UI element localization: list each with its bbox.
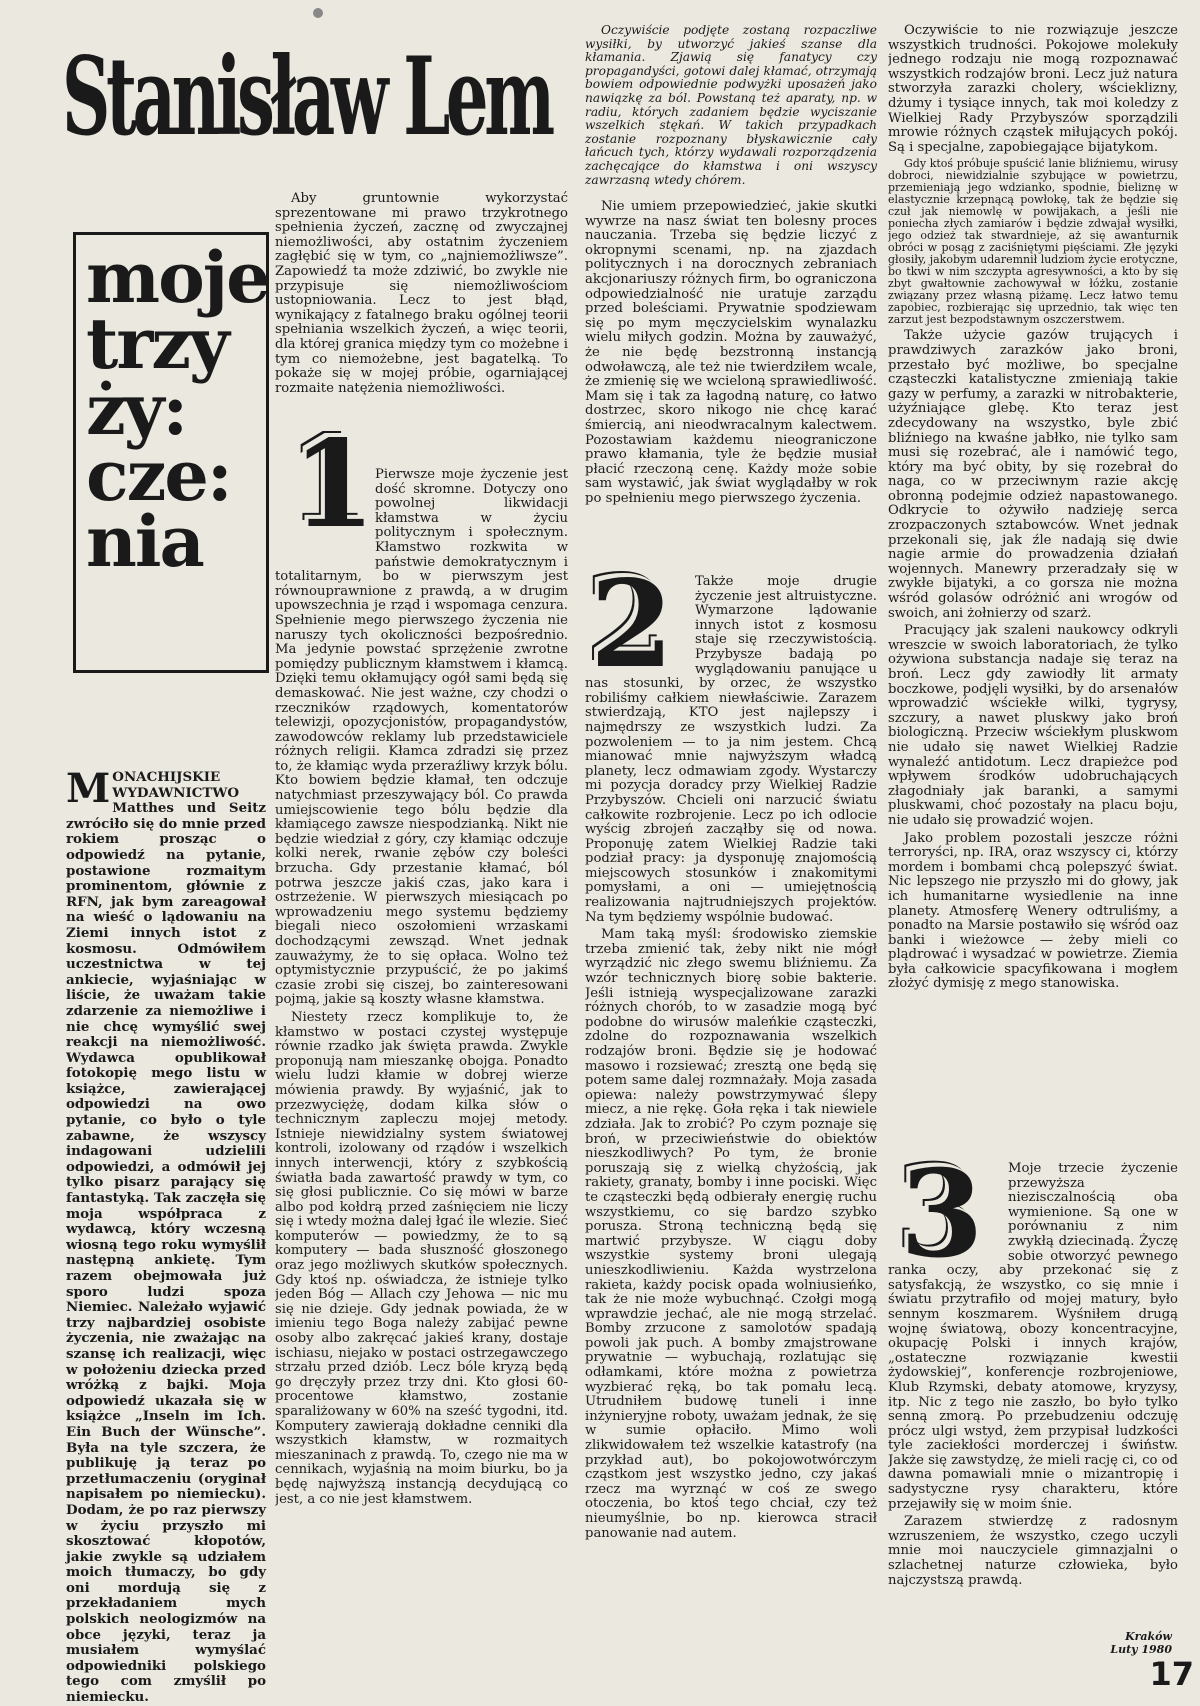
paragraph: Także użycie gazów trujących i prawdziwych zarazków jako broni, przestało być możliwe, bo specjalne cząsteczki katalistyczne zmieniają takie gazy w perfumy, a zarazki w nitrobakterie, użyźniające glebę. Kto teraz jest zdecydowany na wszystko, byle zbić bliźniego na kwaśne jabłko, nie tylko sam musi się rozebrać, ale i namówić tego, który ma być obity, by się rozebrał do naga, co w przeciwnym razie akcję obronną podejmie odzież napastowanego. Odkrycie to ożywiło nadzieję serca zrozpaczonych sztabowców. Wnet jednak przekonali się, jak źle nadają się dwie nagie armie do prowadzenia działań wojennych. Manewry przeradzały się w zwykłe bijatyki, a co gorsza nie można wśród golasów odróżnić ani wrogów od swoich, ani żołnierzy od szarż. [888, 328, 1178, 621]
third-wish-paragraph: Moje trzecie życzenie przewyższa niezisczalnością oba wymienione. Są one w porównaniu z nim zwykłą dziecinadą. Życzę sobie otworzyć pewnego ranka oczy, aby przekonać się z satysfakcją, że wszystko, co się mnie i światu przytrafiło od mojej matury, było sennym koszmarem. Wyśniłem drugą wojnę światową, obozy koncentracyjne, okupację Polski i innych krajów, „ostateczne rozwiązanie kwestii żydowskiej”, konferencje rozbrojeniowe, Klub Rzymski, debaty atomowe, kryzysy, itp. Nic z tego nie zaszło, bo było tylko senną zmorą. Po przebudzeniu odczuję prócz ulgi wstyd, żem przypisał ludzkości tyle zaciekłości morderczej i świństw. Jakże się zawstydzę, że mieli rację ci, co od dawna pomawiali mnie o mizantropię i sadystyczne rysy charakteru, które przejawiły się w moim śnie. [888, 1162, 1178, 1512]
subtitle-line: trzy [86, 302, 228, 385]
subtitle [86, 236, 269, 583]
intro-paragraph: Aby gruntownie wykorzystać sprezentowane mi prawo trzykrotnego spełnienia życzeń, zacznę od zwyczajnej niemożliwości, aby ostatnim życzeniem zagłębić się w tym, co „najniemożliwsze”. Zapowiedź ta może zdziwić, bo zwykle nie przypisuje się niemożliwościom ustopniowania. Lecz to jest błąd, wynikający z fatalnego braku ogólnej teorii spełniania wszelkich życzeń, a więc teorii, dla której granica między tym co możebne i tym co niemożebne, jest bagatelką. To pokaże się w mojej próbie, ogarniającej rozmaite natężenia niemożliwości. [275, 191, 568, 396]
numeral-three: 3 [900, 1144, 984, 1285]
paragraph: Niestety rzecz komplikuje to, że kłamstwo w postaci czystej występuje równie rzadko jak święta prawda. Zwykle proponują nam mieszankę obojga. Ponadto wielu ludzi kłamie w dobrej wierze mówienia prawdy. By wyjaśnić, jak to przezwyciężę, dodam kilka słów o technicznym zapleczu mojej metody. Istnieje niewidzialny system światowej kontroli, izolowany od rządów i wszelkich innych interwencji, który z szybkością światła bada zawartość prawdy w tym, co się głosi publicznie. Co się mówi w barze albo pod kołdrą przed zaśnięciem nie liczy się i wtedy można dalej łgać ile wlezie. Sieć komputerów — powiedzmy, że to są komputery — bada słuszność głoszonego oraz jego możliwych skutków społecznych. Gdy ktoś np. oświadcza, że istnieje tylko jeden Bóg — Allach czy Jehowa — nic mu się nie dzieje. Gdy jednak powiada, że w imieniu tego Boga należy zabijać pewne osoby albo zakręcać jakieś krany, dostaje ischiasu, niejako w postaci ostrzegawczego strzału przed dziób. Lecz bóle kryzą będą go dręczyły przez trzy dni. Kto głosi 60-procentowe kłamstwo, zostanie sparaliżowany w 60% na sześć tygodni, itd. Komputery zawierają dokładne cenniki dla wszystkich kłamstw, w rozmaitych mieszaninach z prawdą. To, czego nie ma w cennikach, wyjaśnią na moim biurku, bo ja będę najwyższą instancją decydującą co jest, a co nie jest kłamstwem. [275, 1009, 568, 1507]
dateline-city: Kraków [1125, 1630, 1172, 1643]
paragraph: Oczywiście podjęte zostaną rozpaczliwe wysiłki, by utworzyć jakieś szanse dla kłamania. Zjawią się fanatycy czy propagandyści, gotowi dalej kłamać, otrzymają bowiem odpowiednie podwyżki uposażeń jako nawiązkę za ból. Powstaną też aparaty, np. w radiu, których zadaniem będzie wyciszanie wszelkich stękań. W takich przypadkach zostanie rozpoznany błyskawicznie cały łańcuch tych, którzy wydawali rozporządzenia zachęcające do kłamstwa i oni wszyscy zawrzasną wtedy chórem. [585, 23, 877, 187]
sidebar-text: ONACHIJSKIE WYDAWNICTWO Matthes und Seitz zwróciło się do mnie przed rokiem prosząc o odpowiedź na pytanie, postawione rozmaitym prominentom, głównie z RFN, jak bym zareagował na wieść o lądowaniu na Ziemi innych istot z kosmosu. Odmówiłem uczestnictwa w tej ankiecie, wyjaśniając w liście, że uważam takie zdarzenie za niemożliwe i nie chcę wymyślić swej reakcji na niemożliwość. Wydawca opublikował fotokopię mego listu w książce, zawierającej odpowiedzi na owo pytanie, co było o tyle zabawne, że wszyscy indagowani udzielili odpowiedzi, a odmówił jej tylko pisarz parający się fantastyką. Tak zaczęła się moja współpraca z wydawcą, który wczesną wiosną tego roku wymyślił następną ankietę. Tym razem obejmowała już sporo ludzi spoza Niemiec. Należało wyjawić trzy najbardziej osobiste życzenia, nie zważając na szansę ich realizacji, więc w położeniu dziecka przed wróżką z bajki. Moja odpowiedź ukazała się w książce „Inseln im Ich. Ein Buch der Wünsche”. Była na tyle szczera, że publikuję ją teraz po przetłumaczeniu (oryginał napisałem po niemiecku). Dodam, że po raz pierwszy w życiu przyszło mi skosztować kłopotów, jakie zwykle są udziałem moich tłumaczy, bo gdy oni mordują się z przekładaniem mych polskich neologizmów na obce języki, teraz ja musiałem wymyślać odpowiedniki polskiego tego com zmyślił po niemiecku. [66, 769, 266, 1706]
column-three [585, 575, 877, 1685]
paragraph: Jako problem pozostali jeszcze różni terroryści, np. IRA, oraz wszyscy ci, którzy mordem i bombami chcą polepszyć świat. Nic lepszego nie przyszło mi do głowy, jak ich humanitarne wysiedlenie na inne planety. Atmosferę Wenery odtruliśmy, a ponadto na Marsie postawiło się wśród oaz banki i wieżowce — żeby mieli co plądrować i wysadzać w powietrze. Ziemia była całkowicie spacyfikowana i mogłem złożyć dymisję z mego stanowiska. [888, 830, 1178, 992]
numeral-two: 2 [590, 554, 674, 695]
page-number: 17 [1149, 1655, 1194, 1693]
column-two [275, 468, 568, 1688]
author-title: Stanisław Lem [62, 34, 551, 160]
numeral-one: 1 [292, 414, 376, 555]
second-wish-paragraph: Także moje drugie życzenie jest altruistyczne. Wymarzone lądowanie innych istot z kosmosu staje się rzeczywistością. Przybysze badają po wyglądowaniu panujące u nas stosunki, by orzec, że wszystko robiliśmy całkiem niewłaściwie. Zarazem stwierdzają, KTO jest najlepszy i najmędrszy ze wszystkich ludzi. Za pozwoleniem — to ja nim jestem. Chcą mianować mnie najwyższym władcą planety, lecz odmawiam zgody. Wystarczy mi pozycja doradcy przy Wielkiej Radzie Przybyszów. Chcieli oni narzucić światu całkowite rozbrojenie. Lecz po ich odlocie wyścig zbrojeń zacząłby się od nowa. Proponuję zatem Wielkiej Radzie taki podział pracy: ja dysponuję znajomością miejscowych stosunków i znakomitymi pomysłami, a oni — umiejętnością realizowania najtrudniejszych projektów. Na tym będziemy wspólnie budować. [585, 575, 877, 925]
sidebar-intro [66, 765, 266, 1706]
small-paragraph: Gdy ktoś próbuje spuścić lanie bliźniemu, wirusy dobroci, niewidzialnie szybujące w powietrzu, przemieniają jego wdzianko, spodnie, bieliznę w elastycznie krzepnącą powłokę, tak że będzie się czuł jak niemowlę w powijakach, a jeśli nie poniecha złych zamiarów i będzie zdwajał wysiłki, jego odzież tak stwardnieje, aż się awanturnik obróci w posąg z zaciśniętymi pięściami. Złe języki głosiły, jakobym udaremnił ludziom życie erotyczne, bo tkwi w nim szczypta agresywności, a kto by się zbyt gwałtownie zachowywał w łóżku, zostanie związany przez własną piżamę. Lecz łatwo temu zapobiec, rozbierając się uprzednio, tak więc ten zarzut jest bezpodstawnym oszczerstwem. [888, 157, 1178, 327]
paragraph: Zarazem stwierdzę z radosnym wzruszeniem, że wszystko, czego uczyli mnie moi nauczyciele gimnazjalni o szlachetnej naturze człowieka, było najczystszą prawdą. [888, 1514, 1178, 1588]
drop-cap: M [66, 765, 111, 812]
paragraph: Nie umiem przepowiedzieć, jakie skutki wywrze na nasz świat ten bolesny proces nauczania. Trzeba się będzie liczyć z okropnymi scenami, np. na zjazdach politycznych i na dorocznych zebraniach akcjonariuszy różnych firm, bo ograniczona odpowiedzialność nie uratuje zarządu przed boleściami. Prywatnie spodziewam się po mym męczycielskim wynalazku wielu miłych godzin. Można by zauważyć, że nie będę bezstronną instancją odwoławczą, ale też nie twierdziłem wcale, że zmienię się we wcieloną sprawiedliwość. Mam się i tak za łagodną naturę, co łatwo dostrzec, skoro nikogo nie chcę karać śmiercią, ani nieodwracalnym kalectwem. Pozostawiam każdemu nieograniczone prawo kłamania, tyle że będzie musiał płacić rzeczoną cenę. Każdy może sobie sam wystawić, jak świat wyglądałby w rok po spełnieniu mego pierwszego życzenia. [585, 200, 877, 506]
column-four-bottom [888, 1144, 1178, 1632]
paragraph: Pracujący jak szaleni naukowcy odkryli wreszcie w swoich laboratoriach, że tylko ożywiona substancja nadaje się teraz na broń. Lecz gdy zawiodły lit armaty boczkowe, podjęli wysiłki, by do arsenałów wprowadzić wściekłe wilki, tygrysy, szczury, a nawet pluskwy jako broń biologiczną. Przeciw wściekłym pluskwom nie udało się nawet Wielkiej Radzie wynaleźć antidotum. Lecz drapieżce pod wpływem środków udobruchających złagodniały jak baranki, a samymi pluskwami, choć pozostały na placu boju, nie udało się prowadzić wojen. [888, 623, 1178, 828]
intro-column [275, 192, 568, 396]
subtitle-line: cze: [86, 434, 231, 517]
column-four [888, 24, 1178, 1154]
subtitle-line: ży: [86, 368, 187, 451]
paragraph: Mam taką myśl: środowisko ziemskie trzeba zmienić tak, żeby nikt nie mógł wyrządzić nic złego swemu bliźniemu. Za wzór technicznych biorę sobie bakterie. Jeśli istnieją wyspecjalizowane zarazki różnych chorób, to w zasadzie mogą być podobne do wirusów maleńkie cząsteczki, zdolne do rozpoznawania wszelkich rodzajów broni. Będzie się je hodować masowo i rozsiewać; zresztą one będą się potem same dalej rozmnażały. Moja zasada opiewa: należy powstrzymywać ślepy miecz, a nie rękę. Goła ręka i tak niewiele zdziała. Jak to zrobić? Po czym poznaje się broń, w przeciwieństwie do obiektów nieszkodliwych? Po tym, że bronie poruszają się z wielką chyżością, jak rakiety, granaty, bomby i inne pociski. Więc te cząsteczki będą odbierały energię ruchu wszystkiemu, co się bardzo szybko porusza. Stroną techniczną będą się martwić przybysze. W ciągu doby wszystkie systemy broni ulegają unieszkodliwieniu. Każda wystrzelona rakieta, każdy pocisk opada wolniusieńko, tak że nie może wybuchnąć. Czołgi mogą wprawdzie jechać, ale nie mogą strzelać. Bomby zrzucone z samolotów spadają powoli jak puch. A bomby zmajstrowane prywatnie — wybuchają, rozlatując się odłamkami, które można z powietrza wyzbierać ręką, bo tak pomału lecą. Utrudniłem budowę tuneli i inne inżynieryjne roboty, uważam jednak, że się w sumie opłaciło. Mimo woli zlikwidowałem też wszelkie katastrofy (na przykład aut), bo pokojowotwórczym cząstkom jest wszystko jedno, czy jakaś rzecz ma wyrznąć w coś ze swego otoczenia, bo ktoś tego chciał, czy też nieumyślnie, bo np. kierowca stracił panowanie nad autem. [585, 927, 877, 1541]
subtitle-line: nia [86, 500, 203, 583]
italic-lead [585, 24, 877, 187]
paragraph: Oczywiście to nie rozwiązuje jeszcze wszystkich trudności. Pokojowe molekuły jednego rodzaju nie mogą rozpoznawać wszystkich rodzajów broni. Lecz już natura stworzyła zarazki cholery, wścieklizny, dżumy i tysiące innych, tak moi koledzy z Wielkiej Rady Przybyszów sporządzili mrowie różnych cząstek miłujących pokój. Są i specjalne, zapobiegające bijatykom. [888, 24, 1178, 155]
dateline-date: Luty 1980 [1110, 1643, 1172, 1656]
punch-hole [313, 8, 323, 18]
subtitle-line: moje [86, 236, 269, 319]
column-three-top [585, 200, 877, 580]
subtitle-box [73, 232, 269, 673]
dateline [1082, 1630, 1172, 1656]
first-wish-paragraph: Pierwsze moje życzenie jest dość skromne. Dotyczy ono powolnej likwidacji kłamstwa w życiu politycznym i społecznym. Kłamstwo rozkwita w państwie demokratycznym i totalitarnym, bo w pierwszym jest równouprawnione z prawdą, a w drugim upowszechnia je rząd i wspomaga cenzura. Spełnienie mego pierwszego życzenia nie naruszy tych okoliczności bezpośrednio. Ma jedynie powstać sprzężenie zwrotne pomiędzy publicznym kłamstwem i kłamcą. Dzięki temu okłamujący ogół sami będą się demaskować. Nie jest ważne, czy chodzi o rzeczników rządowych, komentatorów telewizji, opozycjonistów, propagandystów, zawodowców reklamy lub przedstawiciele różnych religii. Kłamca zdradzi się przez to, że kłamiąc wyda przeraźliwy krzyk bólu. Kto bowiem będzie kłamał, ten odczuje natychmiast przeszywający ból. Co prawda umiejscowienie tego bólu będzie dla kłamiącego zawsze niespodzianką. Nikt nie będzie wiedział z góry, czy kłamiąc odczuje kolki nerek, rwanie zębów czy boleści brzucha. Gdy przestanie kłamać, ból potrwa jeszcze jakiś czas, jako kara i ostrzeżenie. W pierwszych miesiącach po wprowadzeniu mego systemu będziemy biegali nieco oszołomieni wrzaskami dochodzącymi zewsząd. Wnet jednak zauważymy, że to się opłaca. Wolno też optymistycznie przypuścić, że po jakimś czasie zrobi się ciszej, bo zainteresowani pojmą, jakie są koszty własne kłamstwa. [275, 468, 568, 1008]
